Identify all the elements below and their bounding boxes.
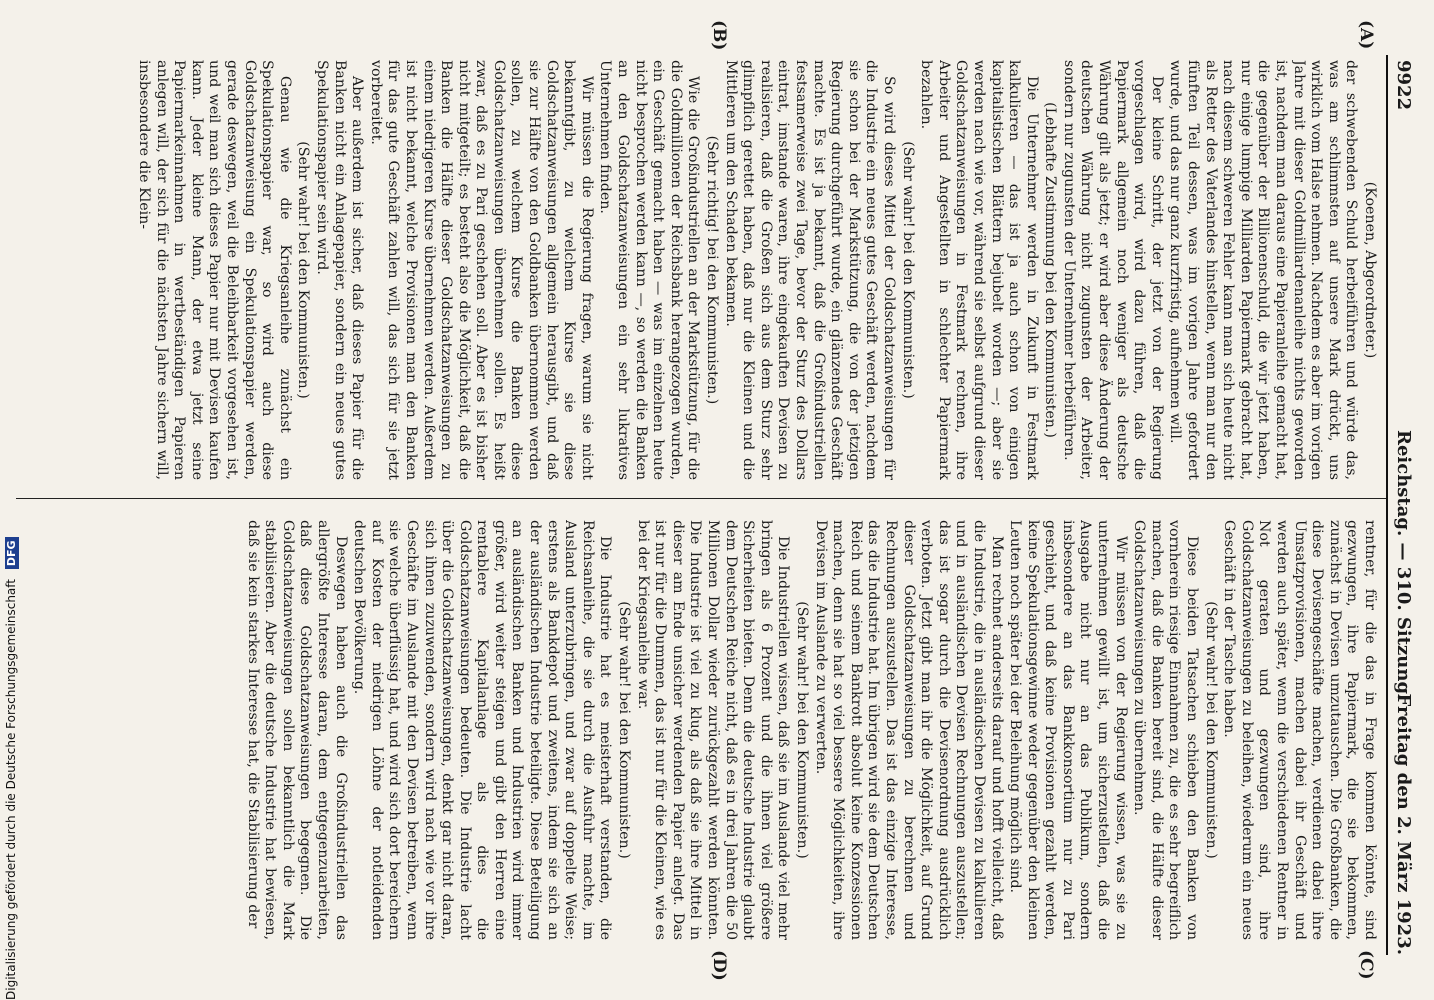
paragraph: Genau wie die Kriegsanleihe zunächst ein Spekulationspapier war, so wird auch diese Goldschatzanweisung ein Spekulationspapier werden, gerade deswegen, weil die Beleihbarkeit vorgesehen ist, und weil man sich dieses Papier nur mit Devisen kaufen kann. Jeder kleine Mann, der etwa jetzt seine Papiermarkeinnahmen in wertbeständigen Papieren anlegen will, der sich für die nächsten Jahre sichern will, insbesondere die Klein- — [136, 60, 293, 480]
margin-mark-b: (B) — [709, 20, 729, 51]
margin-mark-c: (C) — [1356, 950, 1376, 980]
paragraph: Diese beiden Tatsachen schieben den Banken von vornherein riesige Einnahmen zu, die es sehr begreiflich machen, daß die Banken bereit sind, die Hälfte dieser Goldschatzanweisungen zu übernehmen. — [1131, 520, 1201, 940]
interjection: (Sehr richtig! bei den Kommunisten.) — [704, 135, 721, 405]
paragraph: So wird dieses Mittel der Goldschatzanweisungen für die Industrie ein neues gutes Geschäft werden, nachdem sie schon bei der Markstützung, die von der jetzigen Regierung durchgeführt wurde, ein glänzendes Geschäft machte. Es ist ja bekannt, daß die Großindustriellen festsamerweise zwei Tage, bevor der Sturz des Dollars eintrat, imstande waren, ihre eingekauften Devisen zu realisieren, daß die Großen sich aus dem Sturz sehr glimpflich gerettet haben, daß nur die Kleinen und die Mittleren um den Schaden bekamen. — [722, 60, 897, 480]
session-title: Reichstag. — 310. Sitzung. — [1393, 430, 1414, 701]
paragraph: Die Unternehmer werden in Zukunft in Festmark kalkulieren — das ist ja auch schon von einigen kapitalistischen Blättern bejubelt worden —; aber sie werden nach wie vor, während sie selbst aufgrund dieser Goldschatzanweisungen in Festmark rechnen, ihre Arbeiter und Angestellten in schlechter Papiermark bezahlen. — [918, 60, 1040, 480]
paragraph: Man rechnet anderseits darauf und hofft vielleicht, daß die Industrie, die in ausländischen Devisen zu kalkulieren und in ausländischen Devisen Rechnungen auszustellen; das ist sogar durch die Devisenordnung ausdrücklich verboten. Jetzt gibt man ihr die Möglichkeit, auf Grund dieser Goldschatzanweisungen zu berechnen und Rechnungen auszustellen. Das ist das einzige Interesse, das die Industrie hat. Im übrigen wird sie dem Deutschen Reich und seinem Bankrott absolut keine Konzessionen machen, denn sie hat so viel bessere Möglichkeiten, ihre Devisen im Auslande zu verwerten. — [812, 520, 1005, 940]
interjection: (Lebhafte Zustimmung bei den Kommunisten.) — [1042, 102, 1059, 438]
page-header — [1384, 60, 1424, 955]
paragraph: Aber außerdem ist sicher, daß dieses Papier für die Banken nicht ein Anlagepapier, sondern ein neues gutes Spekulationspapier sein wird. — [313, 60, 366, 480]
interjection: (Sehr wahr! bei den Kommunisten.) — [295, 141, 312, 399]
header-rule — [1386, 55, 1388, 955]
left-text-column — [18, 60, 1378, 480]
interjection: (Sehr wahr! bei den Kommunisten.) — [616, 601, 633, 859]
dfg-logo: DFG — [5, 537, 19, 569]
paragraph: rentner, für die das in Frage kommen könnte, sind gezwungen, ihre Papiermark, die sie bekommen, zunächst in Devisen umzutauschen. Die Großbanken, die diese Devisengeschäfte machen, verdienen dabei ihre Umsatzprovisionen, machen dabei ihr Geschäft und werden auch später, wenn die verschiedenen Rentner in Not geraten und gezwungen sind, ihre Goldschatzanweisungen zu beleihen, wiederum ein neues Geschäft in der Tasche haben. — [1221, 520, 1378, 940]
credit-text: Digitalisierung gefördert durch die Deutsche Forschungsgemeinschaft — [4, 578, 18, 1000]
page-number: 9922 — [1393, 60, 1414, 111]
interjection: (Sehr wahr! bei den Kommunisten.) — [1202, 601, 1219, 859]
paragraph: Wir müssen von der Regierung wissen, was sie zu unternehmen gewillt ist, um sicherzustellen, daß die Ausgabe nicht nur an das Publikum, sondern insbesondere an das Bankkonsortium nur zu Pari geschieht, und daß keine Provisionen gezahlt werden, keine Spekulationsgewinne weder gegenüber den kleinen Leuten noch später bei der Beleihung möglich sind. — [1007, 520, 1129, 940]
paragraph: Die Industriellen wissen, daß sie im Auslande viel mehr bringen als 6 Prozent und die ihnen viel größere Sicherheiten bieten. Denn die deutsche Industrie glaubt dem Deutschen Reiche nicht, daß es in drei Jahren die 50 Millionen Dollar wieder zurückgezahlt werden könnten. Die Industrie ist viel zu klug, als daß sie ihre Mittel in dieser am Ende unsicher werdenden Papier anlegt. Das ist nur für die Dummen, das ist nur für die Kleinen, wie es bei der Kriegsanleihe war. — [634, 520, 792, 940]
right-text-column — [198, 520, 1378, 940]
paragraph: Deswegen haben auch die Großindustriellen das allergrößte Interesse daran, dem entgegenzuarbeiten, daß diese Goldschatzanweisungen begegnen. Die Goldschatzanweisungen sollen bekanntlich die Mark stabilisieren. Aber die deutsche Industrie hat bewiesen, daß sie kein starkes Interesse hat, die Stabilisierung der — [244, 520, 349, 940]
paragraph: Wir müssen die Regierung fragen, warum sie nicht bekanntgibt, zu welchem Kurse sie diese Goldschatzanweisungen allgemein herausgibt, und daß sie zur Hälfte von den Goldbanken übernommen werden sollen, zu welchem Kurse die Banken diese Goldschatzanweisungen übernehmen sollen. Es heißt zwar, daß es zu Pari geschehen soll. Aber es ist bisher nicht mitgeteilt; es besteht also die Möglichkeit, daß die Banken die Hälfte dieser Goldschatzanweisungen zu einem niedrigeren Kurse übernehmen werden. Außerdem ist nicht bekannt, welche Provisionen man den Banken für das gute Geschäft zahlen will, das sich für sie jetzt vorbereitet. — [367, 60, 595, 480]
session-date: Freitag den 2. März 1923. — [1393, 693, 1414, 955]
digitization-credit — [0, 0, 22, 1000]
interjection: (Sehr wahr! bei den Kommunisten.) — [899, 141, 916, 399]
interjection: (Sehr wahr! bei den Kommunisten.) — [794, 601, 810, 859]
paragraph: Die Industrie hat es meisterhaft verstanden, die Reichsanleihe, die sie durch die Ausfuhr machte, im Ausland unterzubringen, und zwar auf doppelte Weise; erstens als Bankdepot und zweitens, indem sie sich an der ausländischen Industrie beteiligte. Diese Beteiligung an ausländischen Banken und Industrien wird immer größer, wird weiter steigen und gibt den Herren eine rentablere Kapitalanlage als dies die Goldschatzanweisungen bedeuten. Die Industrie lacht über die Goldschatzanweisungen, denkt gar nicht daran, sich ihnen zuzuwenden, sondern wird nach wie vor ihre Geschäfte im Auslande mit den Devisen betreiben, wenn sie welche überflüssig hat, und wird sich dort bereichern auf Kosten der niedrigen Löhne der notleidenden deutschen Bevölkerung. — [351, 520, 614, 940]
margin-mark-a: (A) — [1356, 20, 1376, 50]
paragraph: Der kleine Schritt, der jetzt von der Regierung vorgeschlagen wird, wird dazu führen, daß die Papiermark allgemein noch weniger als deutsche Währung gilt als jetzt; er wird aber diese Änderung der deutschen Währung nicht zugunsten der Arbeiter, sondern nur zugunsten der Unternehmer herbeiführen. — [1060, 60, 1165, 480]
interjection: (Koenen, Abgeordneter.) — [1362, 181, 1378, 359]
paragraph: Wie die Großindustriellen an der Markstützung, für die die Goldmillionen der Reichsbank herangezogen wurden, ein Geschäft gemacht haben — was im einzelnen heute nicht besprochen werden kann —, so werden die Banken an den Goldschatzanweisungen ein sehr lukratives Unternehmen finden. — [597, 60, 702, 480]
margin-mark-d: (D) — [709, 950, 729, 981]
column-divider — [16, 498, 1386, 499]
paragraph: der schwebenden Schuld herbeiführen und würde das, was am schlimmsten auf unsere Mark drückt, uns wirklich vom Halse nehmen. Nachdem es aber im vorigen Jahre mit dieser Goldmilliardenanleihe nichts geworden ist, nachdem man daraus eine Papieranleihe gemacht hat, die gegenüber der Billionenschuld, die wir jetzt haben, nur einige lumpige Milliarden Papiermark gebracht hat, nach diesem schweren Fehler kann man sich heute nicht als Retter des Vaterlandes hinstellen, wenn man nur den fünften Teil dessen, was im vorigen Jahre gefordert wurde, und das nur ganz kurzfristig, aufnehmen will. — [1167, 60, 1360, 480]
